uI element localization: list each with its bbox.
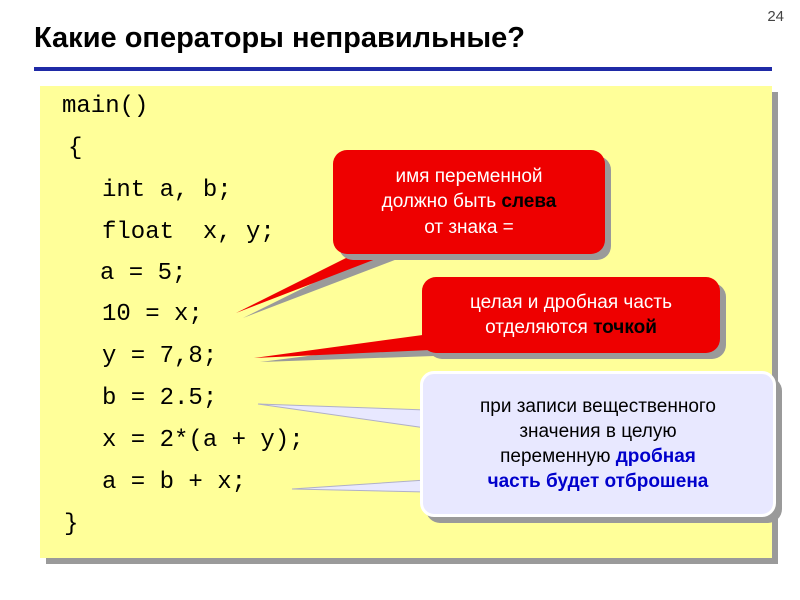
callout-decimal-line1: целая и дробная часть	[469, 291, 672, 313]
pointer-truncation-lower	[292, 480, 426, 492]
code-line-a-assign: a = 5;	[100, 260, 187, 287]
code-line-open-brace: {	[68, 135, 83, 162]
callout-truncation-emphasis-1: дробная	[615, 446, 696, 467]
callout-decimal-emphasis: точкой	[593, 317, 657, 338]
callout-truncation	[420, 371, 776, 517]
code-line-y-assign: y = 7,8;	[102, 343, 218, 370]
pointer-truncation-upper	[258, 404, 426, 428]
callout-truncation-line1: при записи вещественного	[479, 395, 717, 417]
callout-truncation-line2: значения в целую	[519, 420, 677, 442]
callout-assignment-line3: от знака =	[424, 216, 514, 238]
code-line-x-assign: x = 2*(a + y);	[102, 427, 304, 454]
callout-decimal-line2: отделяются	[485, 317, 594, 338]
callout-truncation-emphasis-2: часть будет отброшена	[487, 471, 709, 493]
page-number: 24	[767, 8, 784, 25]
callout-assignment-emphasis: слева	[501, 191, 557, 213]
callout-decimal-point	[422, 277, 720, 353]
callout-truncation-line3: переменную	[500, 446, 616, 467]
code-line-int-decl: int a, b;	[102, 177, 232, 204]
code-line-10-assign: 10 = x;	[102, 301, 203, 328]
callout-assignment-line2: должно быть	[381, 191, 502, 213]
callout-assignment-line1: имя переменной	[395, 166, 543, 188]
code-line-float-decl: float x, y;	[102, 219, 275, 246]
callout-assignment-rule	[333, 150, 605, 254]
pointer-assignment-shadow	[243, 258, 400, 318]
code-line-close-brace: }	[64, 511, 79, 538]
code-line-main: main()	[62, 93, 149, 120]
pointer-assignment	[236, 252, 394, 313]
slide-title: Какие операторы неправильные?	[34, 22, 526, 54]
code-line-b-assign: b = 2.5;	[102, 385, 218, 412]
code-line-a-sum: a = b + x;	[102, 469, 247, 496]
